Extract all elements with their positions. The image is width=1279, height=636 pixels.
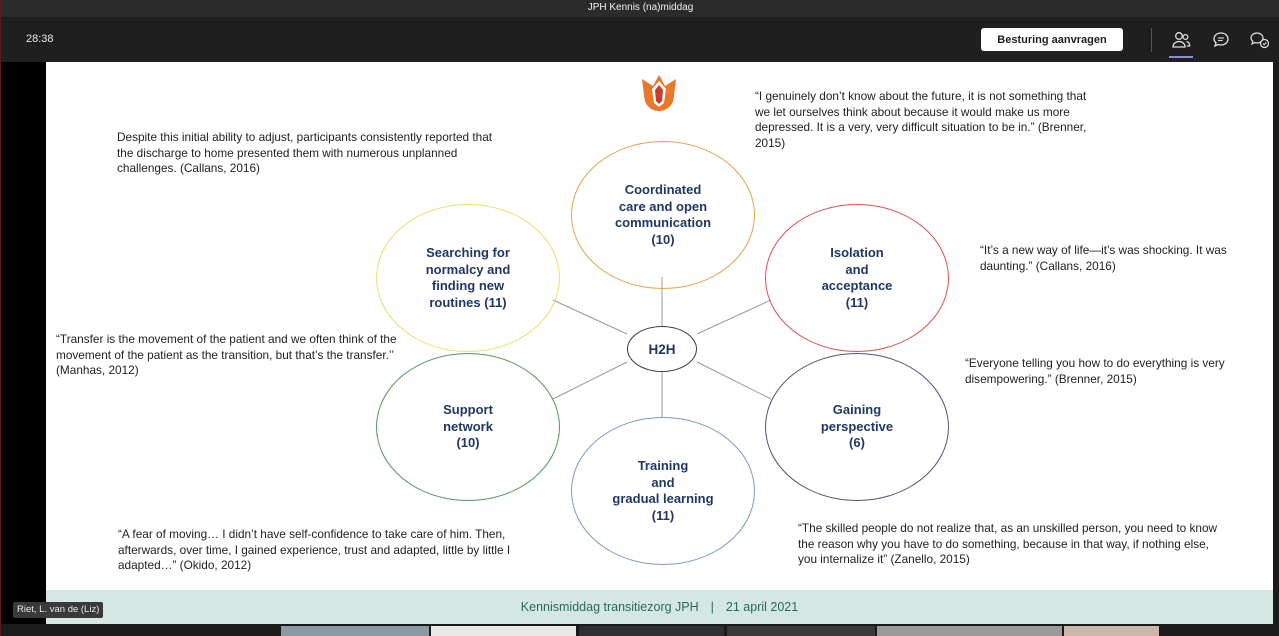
theme-gaining-perspective: Gaining perspective (6) [765,353,949,501]
window-title: JPH Kennis (na)middag [1,0,1279,17]
slide-footer [46,590,1273,624]
theme-training-learning: Training and gradual learning (11) [571,417,755,565]
participant-video-tile[interactable] [1064,626,1159,636]
quote-right-lower: “Everyone telling you how to do everything is very disempowering.” (Brenner, 2015) [965,356,1225,386]
meeting-toolbar [1,17,1279,62]
participant-video-strip [1,624,1279,636]
request-control-button[interactable]: Besturing aanvragen [981,28,1123,51]
participant-video-tile[interactable] [281,626,429,636]
participant-video-tile[interactable] [877,626,1062,636]
hub-h2h: H2H [627,326,697,372]
meeting-timer: 28:38 [26,33,54,45]
people-icon[interactable] [1169,28,1193,52]
footer-date: 21 april 2021 [725,600,799,614]
theme-support-network: Support network (10) [376,353,560,501]
chat-icon[interactable] [1209,28,1233,52]
quote-bottom-left: “A fear of moving… I didn’t have self-confidence to take care of him. Then, afterwards, over time, I gained experience, trust and adapted, little by little I adapted…” (Okido, 2012) [118,527,511,573]
quote-bottom-right: “The skilled people do not realize that, as an unskilled person, you need to know the reason why you have to do something, because in that way, if nothing else, you internalize it” (Zanello, 2015) [798,521,1218,567]
quote-left-middle: “Transfer is the movement of the patient and we often think of the movement of the patient as the transition, but that’s the transfer.’’ (Manhas, 2012) [56,332,397,378]
stage-left-bar [1,62,46,624]
participant-video-tile[interactable] [727,626,875,636]
theme-coordinated-care: Coordinated care and open communication (10) [571,141,755,289]
theme-isolation-acceptance: Isolation and acceptance (11) [765,204,949,352]
sharing-icon[interactable] [1248,28,1272,52]
quote-top-left: Despite this initial ability to adjust, participants consistently reported that the discharge to home presented them with numerous unplanned challenges. (Callans, 2016) [117,130,493,176]
footer-event: Kennismiddag transitiezorg JPH [520,600,699,614]
footer-divider: | [710,600,714,614]
presentation-slide [46,62,1273,624]
presenter-name-tag: Riet, L. van de (Liz) [13,602,103,618]
participant-video-tile[interactable] [579,626,724,636]
quote-right-upper: “It’s a new way of life—it’s was shocking. It was daunting.” (Callans, 2016) [980,243,1227,273]
toolbar-divider [1151,28,1152,52]
participant-video-tile[interactable] [431,626,576,636]
theme-searching-normalcy: Searching for normalcy and finding new routines (11) [376,204,560,352]
quote-top-right: “I genuinely don’t know about the future, it is not something that we let ourselves think about because it would make us more depressed. It is a very, very difficult situation to be in.” (Brenner, 2015) [755,89,1087,150]
